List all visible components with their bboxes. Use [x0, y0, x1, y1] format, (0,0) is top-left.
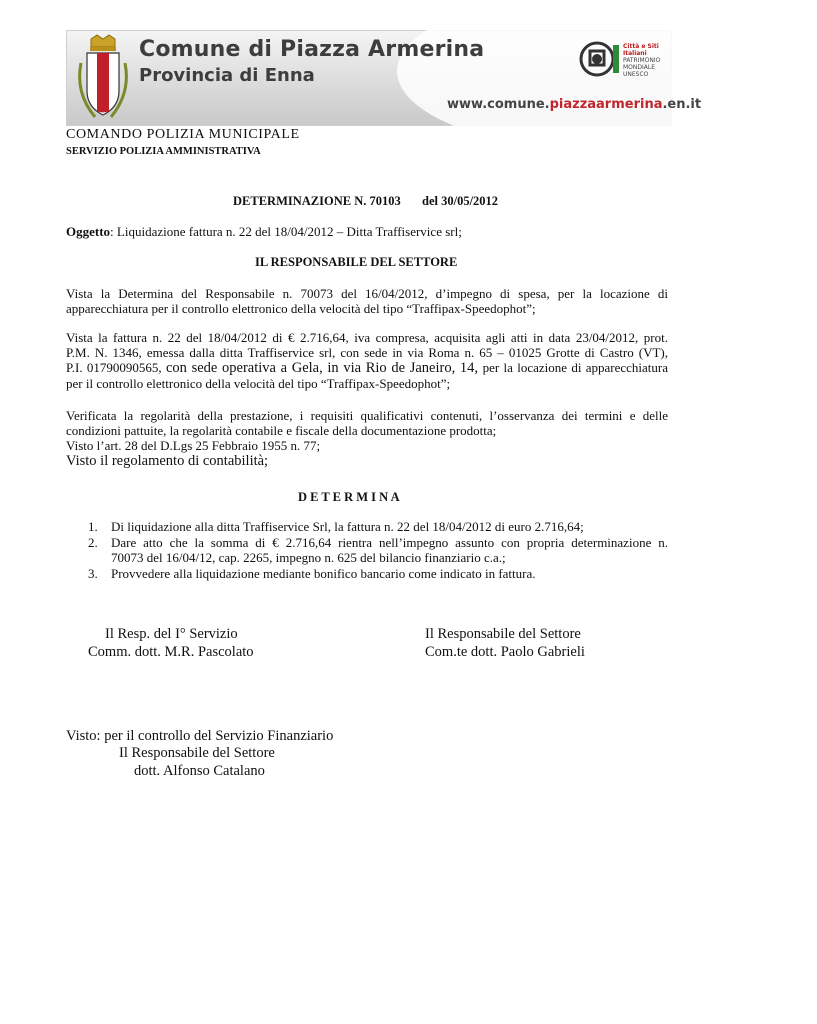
determination-date: del 30/05/2012 [422, 194, 499, 208]
subject-line [66, 224, 462, 239]
determination-number: DETERMINAZIONE N. 70103 [233, 194, 401, 208]
provincia-name: Provincia di Enna [139, 65, 315, 86]
item-1-text: Di liquidazione alla ditta Traffiservice Srl, la fattura n. 22 del 18/04/2012 di euro 2.716,64; [111, 519, 584, 534]
paragraph-fattura: Vista la fattura n. 22 del 18/04/2012 di € 2.716,64, iva compresa, acquisita agli atti in data 23/04/2012, prot. P.M. N. 1346, emessa dalla ditta Traffiservice srl, con sede in via Roma n. 65 – 01025 Grotte di Castro (VT), P.I. 01790090565, con sede operativa a Gela, in via Rio de Janeiro, 14, per la locazione di apparecchiatura per il controllo elettronico della velocità del tipo “Traffipax-Speedophot”; [66, 330, 669, 391]
right-signature-role: Il Responsabile del Settore [425, 626, 581, 642]
left-signature-name: Comm. dott. M.R. Pascolato [88, 644, 254, 660]
item-3-text: Provvedere alla liquidazione mediante bonifico bancario come indicato in fattura. [111, 566, 536, 581]
item-1-number: 1. [88, 519, 98, 534]
determina-title: D E T E R M I N A [298, 490, 400, 504]
paragraph-verificata: Verificata la regolarità della prestazione, i requisiti qualificativi contenuti, l’osservanza dei termini e delle condizioni pattuite, la regolarità contabile e fiscale della documentazione prodotta; Visto l’art. 28 del D.Lgs 25 Febbraio 1955 n. 77; Visto il regolamento di contabilità; [66, 408, 668, 469]
item-2-text: Dare atto che la somma di € 2.716,64 rientra nell’impegno assunto con propria determinazione n. 70073 del 16/04/12, cap. 2265, impegno n. 625 del bilancio finanziario c.a.; [111, 535, 668, 565]
unesco-caption: Città e Siti Italiani PATRIMONIO MONDIALE UNESCO [623, 43, 661, 78]
visto-line: Visto: per il controllo del Servizio Finanziario [66, 728, 334, 744]
subject-label: Oggetto [66, 224, 111, 239]
item-2-number: 2. [88, 535, 98, 550]
visto-name: dott. Alfonso Catalano [134, 763, 265, 779]
left-signature-role: Il Resp. del I° Servizio [105, 626, 238, 642]
visto-role: Il Responsabile del Settore [119, 745, 275, 761]
letterhead-banner [66, 30, 702, 126]
office-service: SERVIZIO POLIZIA AMMINISTRATIVA [66, 146, 261, 157]
section-heading: IL RESPONSABILE DEL SETTORE [255, 255, 458, 269]
website-url: www.comune.piazzaarmerina.en.it [447, 97, 702, 112]
right-signature-name: Com.te dott. Paolo Gabrieli [425, 644, 585, 660]
subject-text: : Liquidazione fattura n. 22 del 18/04/2012 – Ditta Traffiservice srl; [110, 224, 462, 239]
item-3-number: 3. [88, 566, 98, 581]
coat-of-arms-icon [73, 33, 133, 121]
paragraph-determina: Vista la Determina del Responsabile n. 70073 del 16/04/2012, d’impegno di spesa, per la locazione di apparecchiatura per il controllo elettronico della velocità del tipo “Traffipax-Speedophot”; [66, 286, 668, 316]
comune-name: Comune di Piazza Armerina [139, 37, 485, 62]
office-name: COMANDO POLIZIA MUNICIPALE [66, 127, 300, 142]
